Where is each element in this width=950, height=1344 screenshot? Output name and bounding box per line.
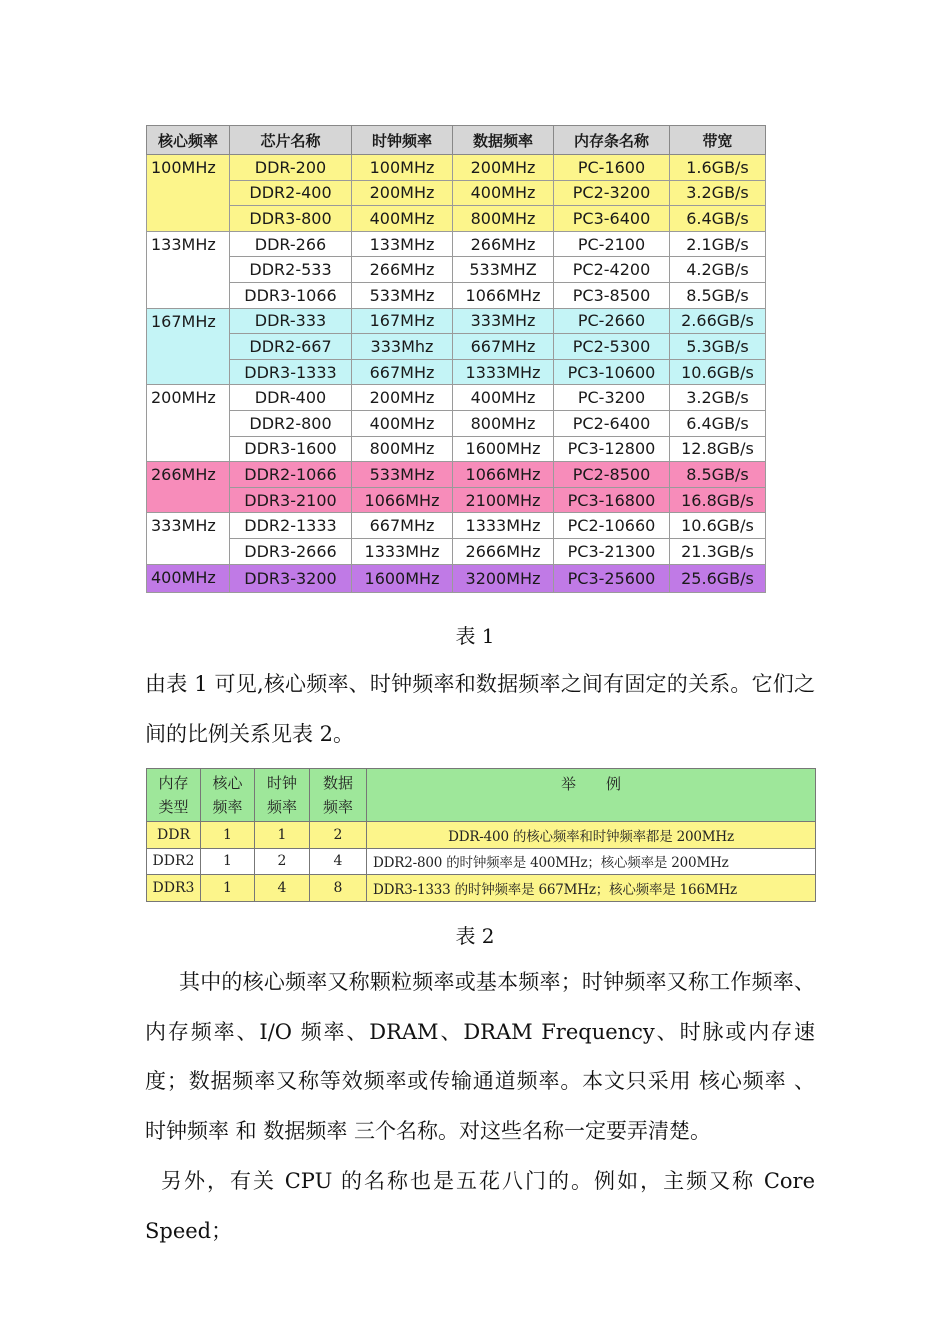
example-cell: DDR2-800 的时钟频率是 400MHz；核心频率是 200MHz [367,848,816,875]
module-name-cell: PC-2100 [554,231,670,257]
module-name-cell: PC3-8500 [554,282,670,308]
bandwidth-cell: 6.4GB/s [670,410,766,436]
table-row [147,257,766,283]
table-row [147,231,766,257]
module-name-cell: PC3-6400 [554,206,670,232]
header-clock-frequency: 时钟频率 [255,769,310,822]
bandwidth-cell: 12.8GB/s [670,436,766,462]
data-frequency-cell: 1066MHz [453,462,554,488]
clock-ratio-cell: 1 [255,822,310,849]
data-frequency-cell: 1333MHz [453,513,554,539]
table-row [147,564,766,593]
data-frequency-cell: 2666MHz [453,538,554,564]
memory-type-cell: DDR2 [147,848,201,875]
data-frequency-cell: 200MHz [453,155,554,181]
module-name-cell: PC3-25600 [554,564,670,593]
bandwidth-cell: 3.2GB/s [670,180,766,206]
table-row [147,385,766,411]
table-row [147,538,766,564]
clock-frequency-cell: 200MHz [352,180,453,206]
clock-frequency-cell: 266MHz [352,257,453,283]
clock-frequency-cell: 200MHz [352,385,453,411]
core-frequency-cell: 400MHz [147,564,230,593]
module-name-cell: PC3-10600 [554,359,670,385]
table-row [147,206,766,232]
table-row [147,410,766,436]
data-frequency-cell: 3200MHz [453,564,554,593]
table-row [147,308,766,334]
table2-header-row [147,769,816,822]
table-row [147,875,816,902]
core-frequency-cell: 266MHz [147,462,230,513]
data-ratio-cell: 2 [310,822,367,849]
bandwidth-cell: 10.6GB/s [670,359,766,385]
clock-frequency-cell: 167MHz [352,308,453,334]
data-frequency-cell: 1066MHz [453,282,554,308]
header-bandwidth: 带宽 [670,126,766,155]
module-name-cell: PC-3200 [554,385,670,411]
clock-ratio-cell: 2 [255,848,310,875]
table1-header-row [147,126,766,155]
header-data-frequency: 数据频率 [310,769,367,822]
chip-name-cell: DDR3-1600 [230,436,352,462]
module-name-cell: PC3-12800 [554,436,670,462]
bandwidth-cell: 16.8GB/s [670,487,766,513]
table2-caption: 表 2 [455,924,495,948]
core-frequency-cell: 200MHz [147,385,230,462]
clock-frequency-cell: 400MHz [352,206,453,232]
example-cell: DDR3-1333 的时钟频率是 667MHz；核心频率是 166MHz [367,875,816,902]
header-clock-frequency: 时钟频率 [352,126,453,155]
data-frequency-cell: 2100MHz [453,487,554,513]
example-cell: DDR-400 的核心频率和时钟频率都是 200MHz [367,822,816,849]
clock-ratio-cell: 4 [255,875,310,902]
header-memory-type: 内存类型 [147,769,201,822]
data-frequency-cell: 533MHZ [453,257,554,283]
data-frequency-cell: 1600MHz [453,436,554,462]
header-example: 举 例 [367,769,816,822]
bandwidth-cell: 6.4GB/s [670,206,766,232]
table-row [147,334,766,360]
table-row [147,462,766,488]
bandwidth-cell: 2.66GB/s [670,308,766,334]
bandwidth-cell: 4.2GB/s [670,257,766,283]
core-ratio-cell: 1 [201,848,255,875]
bandwidth-cell: 3.2GB/s [670,385,766,411]
header-data-frequency: 数据频率 [453,126,554,155]
module-name-cell: PC-1600 [554,155,670,181]
chip-name-cell: DDR2-1066 [230,462,352,488]
module-name-cell: PC2-3200 [554,180,670,206]
chip-name-cell: DDR-200 [230,155,352,181]
chip-name-cell: DDR2-667 [230,334,352,360]
header-module-name: 内存条名称 [554,126,670,155]
data-ratio-cell: 4 [310,848,367,875]
table-row [147,513,766,539]
chip-name-cell: DDR-400 [230,385,352,411]
memory-frequency-table [146,125,766,593]
bandwidth-cell: 8.5GB/s [670,282,766,308]
data-frequency-cell: 400MHz [453,180,554,206]
data-ratio-cell: 8 [310,875,367,902]
core-ratio-cell: 1 [201,875,255,902]
chip-name-cell: DDR3-3200 [230,564,352,593]
clock-frequency-cell: 1333MHz [352,538,453,564]
data-frequency-cell: 333MHz [453,308,554,334]
chip-name-cell: DDR2-533 [230,257,352,283]
module-name-cell: PC2-6400 [554,410,670,436]
bandwidth-cell: 2.1GB/s [670,231,766,257]
table-row [147,155,766,181]
chip-name-cell: DDR3-2100 [230,487,352,513]
chip-name-cell: DDR3-1333 [230,359,352,385]
table1-caption: 表 1 [455,624,495,648]
chip-name-cell: DDR2-400 [230,180,352,206]
table-row [147,282,766,308]
module-name-cell: PC2-10660 [554,513,670,539]
core-ratio-cell: 1 [201,822,255,849]
chip-name-cell: DDR2-1333 [230,513,352,539]
bandwidth-cell: 5.3GB/s [670,334,766,360]
chip-name-cell: DDR3-2666 [230,538,352,564]
core-frequency-cell: 133MHz [147,231,230,308]
clock-frequency-cell: 1600MHz [352,564,453,593]
clock-frequency-cell: 1066MHz [352,487,453,513]
paragraph-table-ratio-intro: 由表 1 可见,核心频率、时钟频率和数据频率之间有固定的关系。它们之间的比例关系见表 2。 [145,672,815,746]
chip-name-cell: DDR2-800 [230,410,352,436]
core-frequency-cell: 333MHz [147,513,230,564]
table-row [147,180,766,206]
data-frequency-cell: 1333MHz [453,359,554,385]
table-row [147,822,816,849]
module-name-cell: PC3-21300 [554,538,670,564]
bandwidth-cell: 21.3GB/s [670,538,766,564]
clock-frequency-cell: 800MHz [352,436,453,462]
core-frequency-cell: 100MHz [147,155,230,232]
chip-name-cell: DDR-266 [230,231,352,257]
module-name-cell: PC2-5300 [554,334,670,360]
chip-name-cell: DDR3-1066 [230,282,352,308]
memory-type-cell: DDR [147,822,201,849]
table-row [147,487,766,513]
header-core-frequency: 核心频率 [201,769,255,822]
paragraph-cpu-names: 另外，有关 CPU 的名称也是五花八门的。例如，主频又称 Core Speed； [145,1169,815,1243]
clock-frequency-cell: 400MHz [352,410,453,436]
bandwidth-cell: 1.6GB/s [670,155,766,181]
data-frequency-cell: 800MHz [453,410,554,436]
chip-name-cell: DDR-333 [230,308,352,334]
data-frequency-cell: 400MHz [453,385,554,411]
module-name-cell: PC-2660 [554,308,670,334]
table-row [147,848,816,875]
clock-frequency-cell: 333Mhz [352,334,453,360]
clock-frequency-cell: 133MHz [352,231,453,257]
clock-frequency-cell: 100MHz [352,155,453,181]
header-chip-name: 芯片名称 [230,126,352,155]
clock-frequency-cell: 533MHz [352,462,453,488]
core-frequency-cell: 167MHz [147,308,230,385]
paragraph-frequency-terms: 其中的核心频率又称颗粒频率或基本频率；时钟频率又称工作频率、内存频率、I/O 频率、DRAM、DRAM Frequency、时脉或内存速度；数据频率又称等效频率或传输通道频率。本文只采用 核心频率 、 时钟频率 和 数据频率 三个名称。对这些名称一定要弄清楚。 [145,970,815,1143]
module-name-cell: PC3-16800 [554,487,670,513]
bandwidth-cell: 8.5GB/s [670,462,766,488]
clock-frequency-cell: 667MHz [352,359,453,385]
frequency-ratio-table [146,768,816,902]
memory-type-cell: DDR3 [147,875,201,902]
module-name-cell: PC2-4200 [554,257,670,283]
header-core-frequency: 核心频率 [147,126,230,155]
data-frequency-cell: 800MHz [453,206,554,232]
chip-name-cell: DDR3-800 [230,206,352,232]
table-row [147,359,766,385]
bandwidth-cell: 25.6GB/s [670,564,766,593]
data-frequency-cell: 266MHz [453,231,554,257]
module-name-cell: PC2-8500 [554,462,670,488]
bandwidth-cell: 10.6GB/s [670,513,766,539]
clock-frequency-cell: 533MHz [352,282,453,308]
data-frequency-cell: 667MHz [453,334,554,360]
table-row [147,436,766,462]
clock-frequency-cell: 667MHz [352,513,453,539]
